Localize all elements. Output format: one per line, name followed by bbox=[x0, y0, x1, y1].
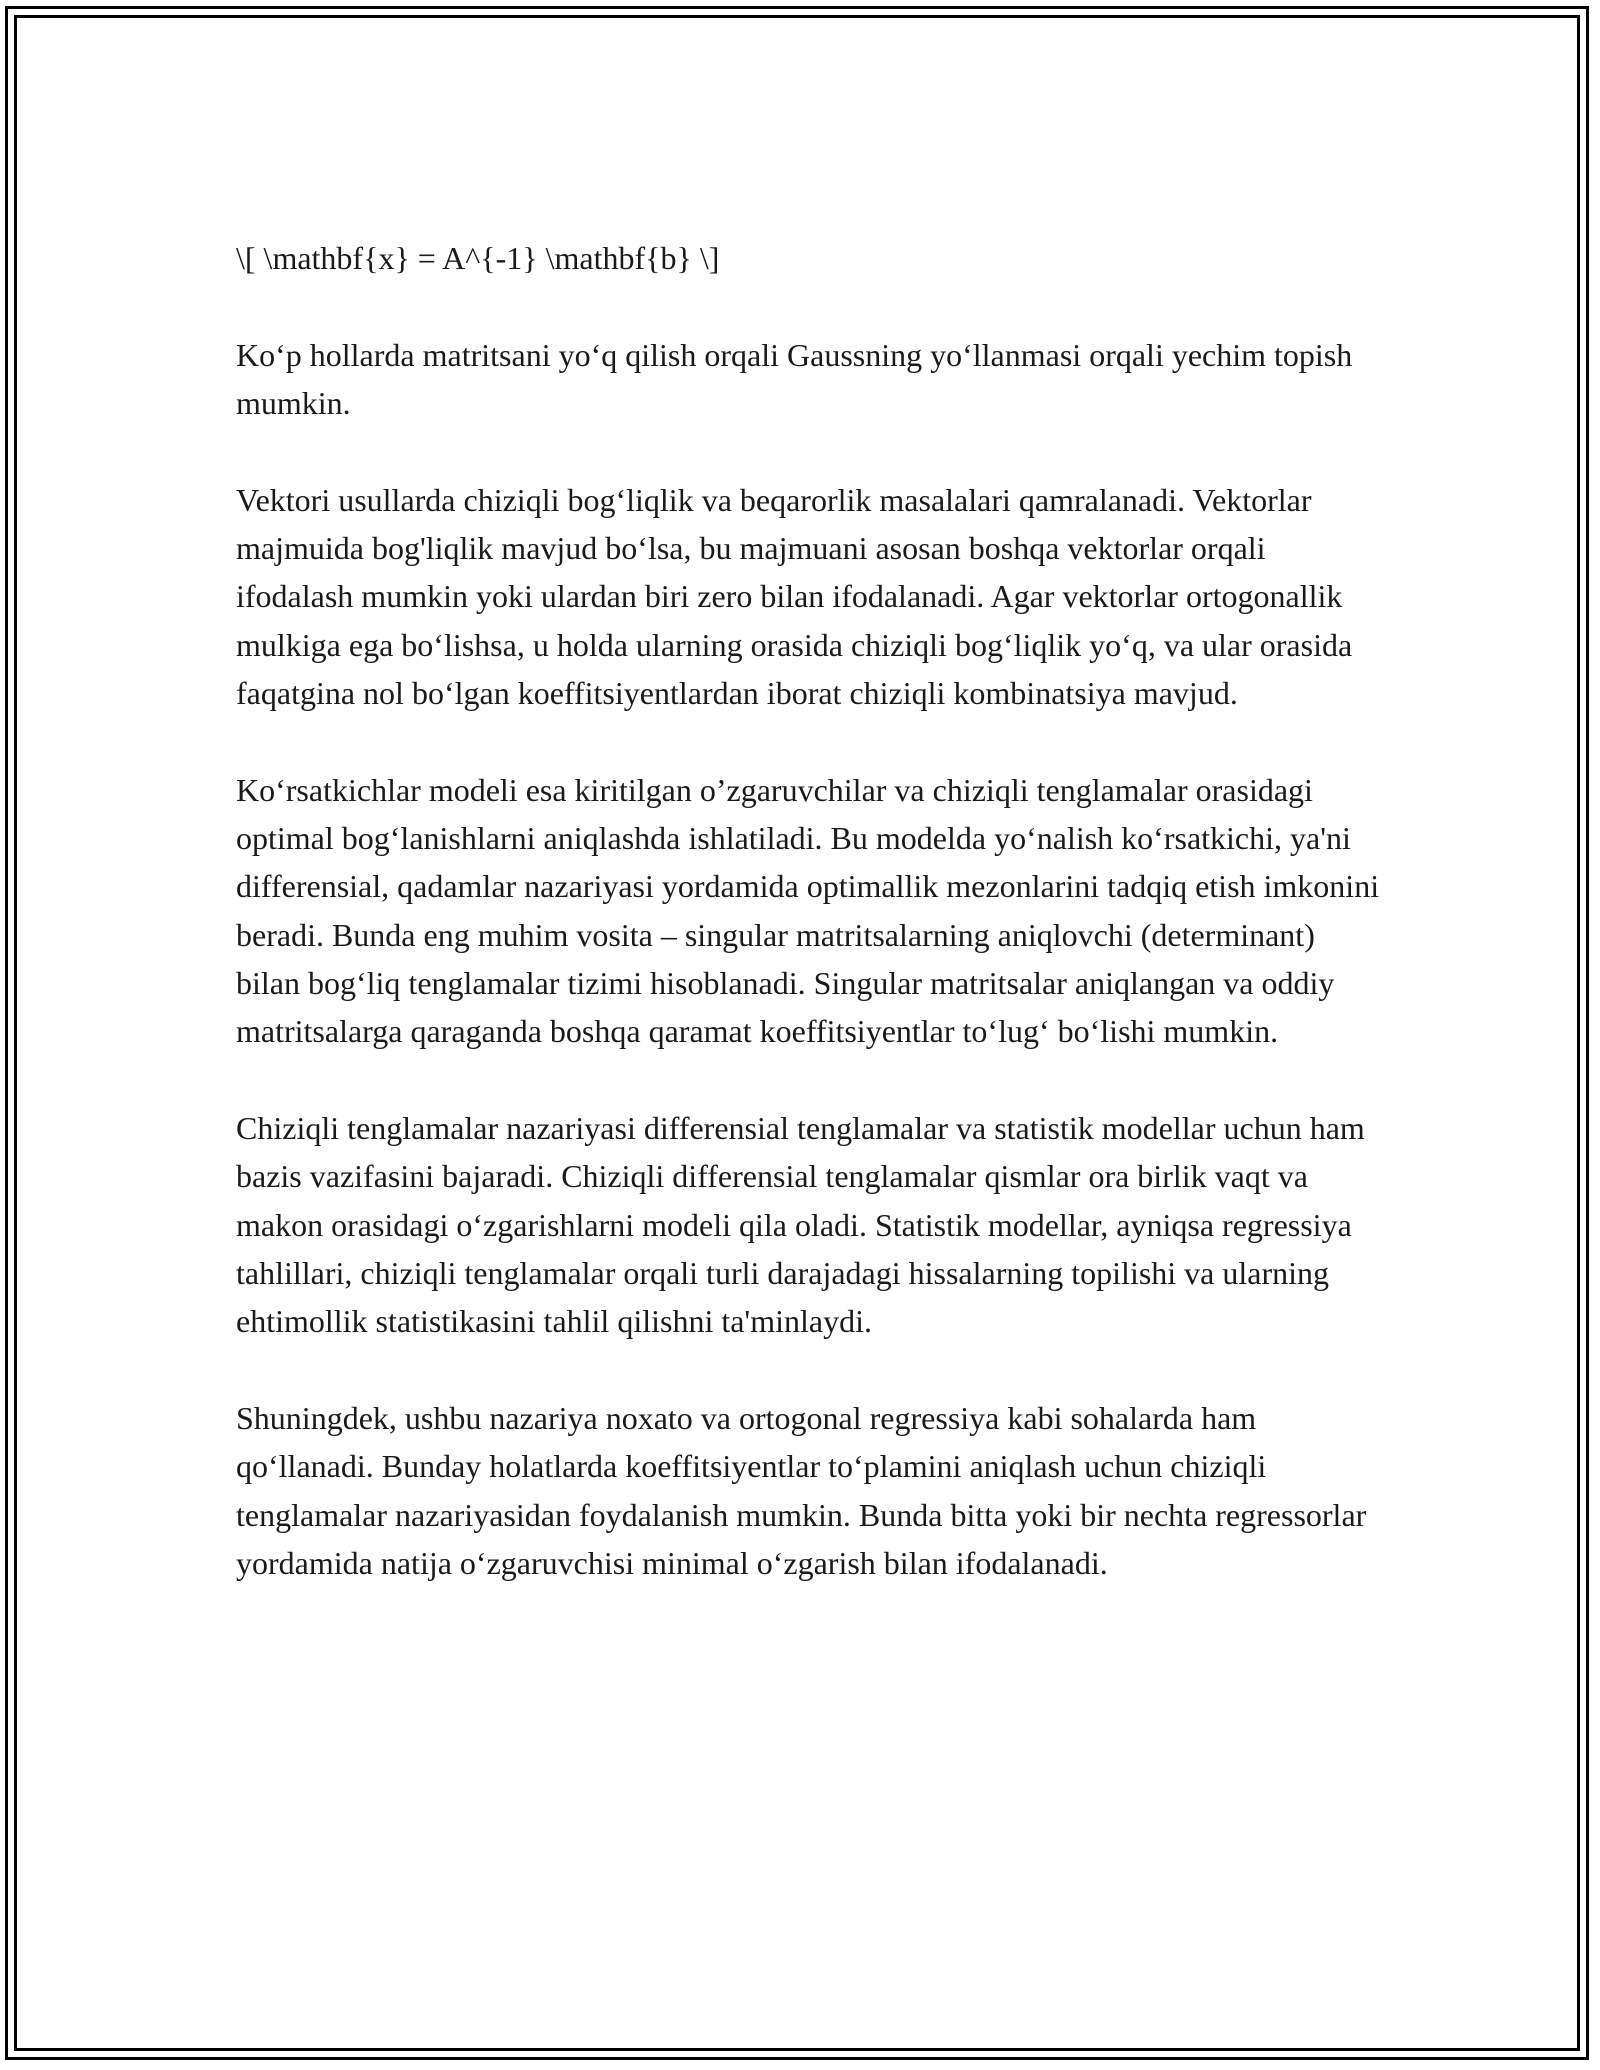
paragraph-indicators-model: Ko‘rsatkichlar modeli esa kiritilgan o’zgaruvchilar va chiziqli tenglamalar orasidagi optimal bog‘lanishlarni aniqlashda ishlatiladi. Bu modelda yo‘nalish ko‘rsatkichi, ya'ni differensial, qadamlar nazariyasi yordamida optimallik mezonlarini tadqiq etish imkonini beradi. Bunda eng muhim vosita – singular matritsalarning aniqlovchi (determinant) bilan bog‘liq tenglamalar tizimi hisoblanadi. Singular matritsalar aniqlangan va oddiy matritsalarga qaraganda boshqa qaramat koeffitsiyentlar to‘lug‘ bo‘lishi mumkin. bbox=[236, 771, 1380, 1050]
paragraph-regression: Shuningdek, ushbu nazariya noxato va ortogonal regressiya kabi sohalarda ham qo‘llanadi. Bunday holatlarda koeffitsiyentlar to‘plamini aniqlash uchun chiziqli tenglamalar nazariyasidan foydalanish mumkin. Bunda bitta yoki bir nechta regressorlar yordamida natija o‘zgaruvchisi minimal o‘zgarish bilan ifodalanadi. bbox=[236, 1400, 1367, 1582]
paragraph-gauss: Ko‘p hollarda matritsani yo‘q qilish orqali Gaussning yo‘llanmasi orqali yechim topish mumkin. bbox=[236, 336, 1353, 422]
equation-line: \[ \mathbf{x} = A^{-1} \mathbf{b} \] bbox=[236, 240, 720, 276]
paragraph-differential-statistics: Chiziqli tenglamalar nazariyasi differensial tenglamalar va statistik modellar uchun ham bazis vazifasini bajaradi. Chiziqli differensial tenglamalar qismlar ora birlik vaqt va makon orasidagi o‘zgarishlarni modeli qila oladi. Statistik modellar, ayniqsa regressiya tahlillari, chiziqli tenglamalar orqali turli darajadagi hissalarning topilishi va ularning ehtimollik statistikasini tahlil qilishni ta'minlaydi. bbox=[236, 1110, 1365, 1340]
document-body bbox=[236, 234, 1386, 1636]
paragraph-vectors: Vektori usullarda chiziqli bog‘liqlik va beqarorlik masalalari qamralanadi. Vektorlar majmuida bog'liqlik mavjud bo‘lsa, bu majmuani asosan boshqa vektorlar orqali ifodalash mumkin yoki ulardan biri zero bilan ifodalanadi. Agar vektorlar ortogonallik mulkiga ega bo‘lishsa, u holda ularning orasida chiziqli bog‘liqlik yo‘q, va ular orasida faqatgina nol bo‘lgan koeffitsiyentlardan iborat chiziqli kombinatsiya mavjud. bbox=[236, 481, 1353, 712]
